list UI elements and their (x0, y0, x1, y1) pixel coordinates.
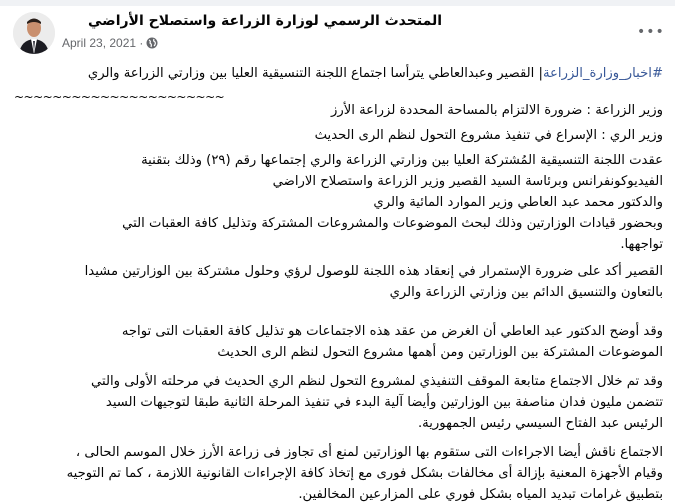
post-date[interactable]: April 23, 2021 · (62, 36, 144, 50)
post-text-line: وزير الزراعة : ضرورة الالتزام بالمساحة المحددة لزراعة الأرز (330, 103, 663, 118)
post-text-line: بالتعاون والتنسيق الدائم بين وزارتي الزراعة والري (389, 285, 663, 300)
post-text-line: القصير أكد على ضرورة الإستمرار في إنعقاد هذه اللجنة للوصول لرؤي وحلول مشتركة بين الوزارتين مشيدا (84, 264, 663, 279)
post-text-line: وقد أوضح الدكتور عبد العاطي أن الغرض من عقد هذه الاجتماعات هو تذليل كافة العقبات التى تواجه (121, 324, 663, 339)
post-text-line: الرئيس عبد الفتاح السيسي رئيس الجمهورية. (417, 416, 663, 431)
headline-text: | القصير وعبدالعاطي يترأسا اجتماع اللجنة التنسيقية العليا بين وزارتي الزراعة والري (87, 66, 543, 81)
post-text-line: والدكتور محمد عبد العاطي وزير الموارد المائية والري (373, 195, 663, 210)
post-text-line: الاجتماع ناقش أيضا الاجراءات التى ستقوم بها الوزارتين لمنع أى تجاوز فى زراعة الأرز خلال الموسم الحالى ، (75, 445, 663, 460)
globe-icon (146, 37, 158, 49)
feed-background-strip (0, 0, 675, 6)
post-text-line: الفيديوكونفرانس وبرئاسة السيد القصير وزير الزراعة واستصلاح الاراضي (272, 174, 663, 189)
post-text-line: تواجهها. (620, 237, 663, 252)
post-headline (88, 66, 663, 81)
post-text-line: وقد تم خلال الاجتماع متابعة الموقف التنفيذي لمشروع التحول لنظم الري الحديث في مرحلته الأولى والتي (90, 374, 663, 389)
author-name[interactable]: المتحدث الرسمي لوزارة الزراعة واستصلاح الأراضي (88, 13, 443, 29)
post-text-line: تتضمن مليون فدان مناصفة بين الوزارتين وأيضا آلية البدء في تنفيذ المرحلة الثانية طبقا لتوجيهات السيد (105, 395, 663, 410)
post-text-line: وزير الري : الإسراع في تنفيذ مشروع التحول لنظم الرى الحديث (314, 128, 663, 143)
post-text-line: عقدت اللجنة التنسيقية المُشتركة العليا بين وزارتي الزراعة والري إجتماعها رقم (٢٩) وذلك بتقنية (141, 153, 663, 168)
person-photo-icon (13, 12, 55, 54)
post-text-line: وقيام الأجهزة المعنية بإزالة أى مخالفات بشكل فورى مع إتخاذ كافة الإجراءات القانونية اللازمة ، كما تم التوجيه (66, 466, 663, 481)
hashtag-link[interactable]: #اخبار_وزارة_الزراعة (542, 66, 663, 81)
author-avatar[interactable] (13, 12, 55, 54)
post-text-line: وبحضور قيادات الوزارتين وذلك لبحث الموضوعات والمشروعات المشتركة وتذليل كافة العقبات التي (122, 216, 663, 231)
separator-line: ~~~~~~~~~~~~~~~~~~~~~~ (14, 90, 225, 104)
post-text-line: الموضوعات المشتركة بين الوزارتين ومن أهمها مشروع التحول لنظم الرى الحديث (217, 345, 663, 360)
post-text-line: بتطبيق غرامات تبديد المياه بشكل فوري على المزارعين المخالفين. (298, 487, 663, 502)
more-options-button[interactable]: ••• (637, 24, 665, 40)
post-meta (62, 36, 158, 50)
